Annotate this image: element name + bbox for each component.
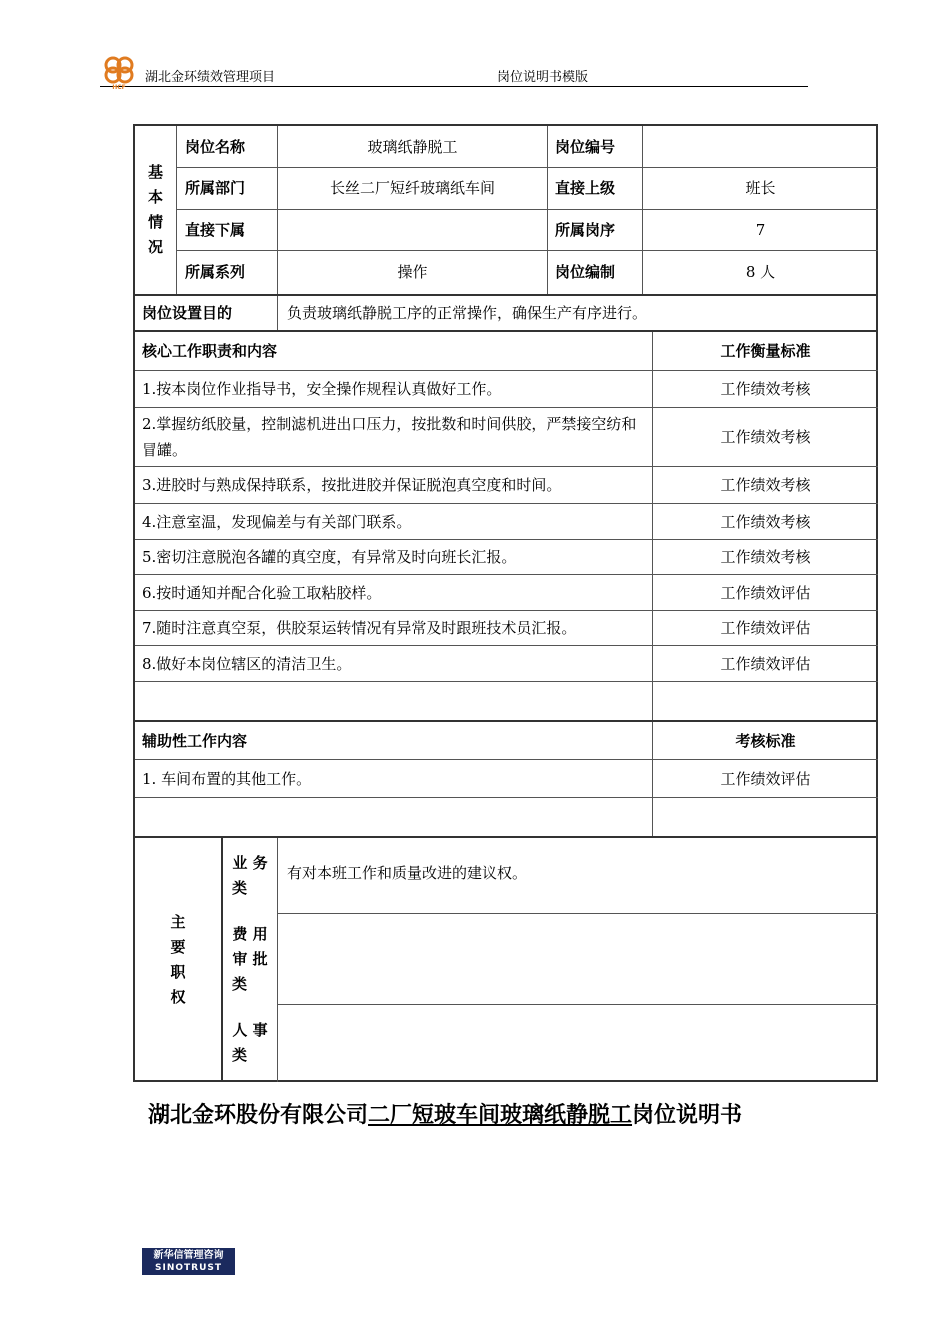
authority-label: 主 要 职 权: [170, 913, 186, 1006]
core-item-4: 4.注意室温，发现偏差与有关部门联系。: [142, 512, 412, 531]
core-item-1: 1.按本岗位作业指导书，安全操作规程认真做好工作。: [142, 380, 502, 398]
authority-personnel-text: [287, 1005, 877, 1080]
aux-std-1: 工作绩效评估: [720, 769, 811, 788]
company-logo-icon: [100, 54, 140, 90]
authority-business-label: 业 务 类: [232, 853, 268, 897]
core-duties-header: 核心工作职责和内容: [142, 342, 278, 360]
aux-duties-header: 辅助性工作内容: [142, 731, 248, 750]
core-std-4: 工作绩效考核: [720, 512, 811, 531]
label-supervisor: 直接上级: [555, 179, 616, 197]
value-job-code: [643, 130, 878, 164]
value-job-title: 玻璃纸静脱工: [367, 138, 458, 156]
core-std-2: 工作绩效考核: [720, 428, 811, 446]
header-doc-type: 岗位说明书模版: [497, 70, 589, 85]
core-std-5: 工作绩效考核: [720, 548, 811, 566]
label-job-code: 岗位编号: [555, 138, 616, 156]
authority-personnel-label: 人 事 类: [232, 1020, 268, 1064]
core-item-2: 2.掌握纺纸胶量，控制滤机进出口压力，按批数和时间供胶，严禁接空纺和冒罐。: [142, 415, 637, 459]
svg-text:HCF: HCF: [112, 84, 126, 90]
core-item-7: 7.随时注意真空泵，供胶泵运转情况有异常及时跟班技术员汇报。: [142, 619, 577, 637]
core-std-7: 工作绩效评估: [720, 619, 811, 637]
basic-info-label: 基 本 情 况: [147, 163, 163, 256]
core-item-5: 5.密切注意脱泡各罐的真空度，有异常及时向班长汇报。: [142, 548, 517, 566]
aux-item-1: 1. 车间布置的其他工作。: [142, 769, 312, 788]
job-description-table: [133, 124, 878, 1082]
value-job-sequence: 7: [755, 221, 766, 239]
authority-expense-text: [287, 914, 877, 1004]
purpose-label: 岗位设置目的: [142, 304, 233, 322]
core-std-3: 工作绩效考核: [720, 476, 811, 494]
header-project-name: 湖北金环绩效管理项目: [145, 70, 276, 85]
core-item-3: 3.进胶时与熟成保持联系，按批进胶并保证脱泡真空度和时间。: [142, 476, 562, 494]
core-standard-header: 工作衡量标准: [720, 342, 811, 360]
purpose-text: 负责玻璃纸静脱工序的正常操作，确保生产有序进行。: [287, 304, 648, 322]
core-std-1: 工作绩效考核: [720, 380, 811, 398]
value-department: 长丝二厂短纤玻璃纸车间: [329, 179, 495, 197]
value-subordinate: [278, 213, 547, 247]
label-department: 所属部门: [185, 179, 246, 197]
core-std-6: 工作绩效评估: [720, 583, 811, 602]
core-item-6: 6.按时通知并配合化验工取粘胶样。: [142, 583, 382, 602]
label-headcount: 岗位编制: [555, 263, 616, 281]
value-supervisor: 班长: [745, 179, 776, 197]
authority-expense-label: 费 用 审 批 类: [232, 924, 268, 993]
label-job-title: 岗位名称: [185, 138, 246, 156]
document-title: 湖北金环股份有限公司二厂短玻车间玻璃纸静脱工岗位说明书: [148, 1103, 743, 1128]
authority-business-text: 有对本班工作和质量改进的建议权。: [287, 864, 528, 882]
consulting-logo: 新华信管理咨询 SINOTRUST: [142, 1248, 235, 1275]
core-std-8: 工作绩效评估: [720, 654, 811, 673]
value-job-series: 操作: [397, 263, 428, 281]
label-job-sequence: 所属岗序: [555, 221, 616, 239]
page-header: [100, 52, 808, 90]
core-item-8: 8.做好本岗位辖区的清洁卫生。: [142, 654, 352, 673]
aux-standard-header: 考核标准: [735, 731, 796, 750]
label-job-series: 所属系列: [185, 263, 246, 281]
value-headcount: 8 人: [745, 263, 776, 281]
label-subordinate: 直接下属: [185, 221, 246, 239]
